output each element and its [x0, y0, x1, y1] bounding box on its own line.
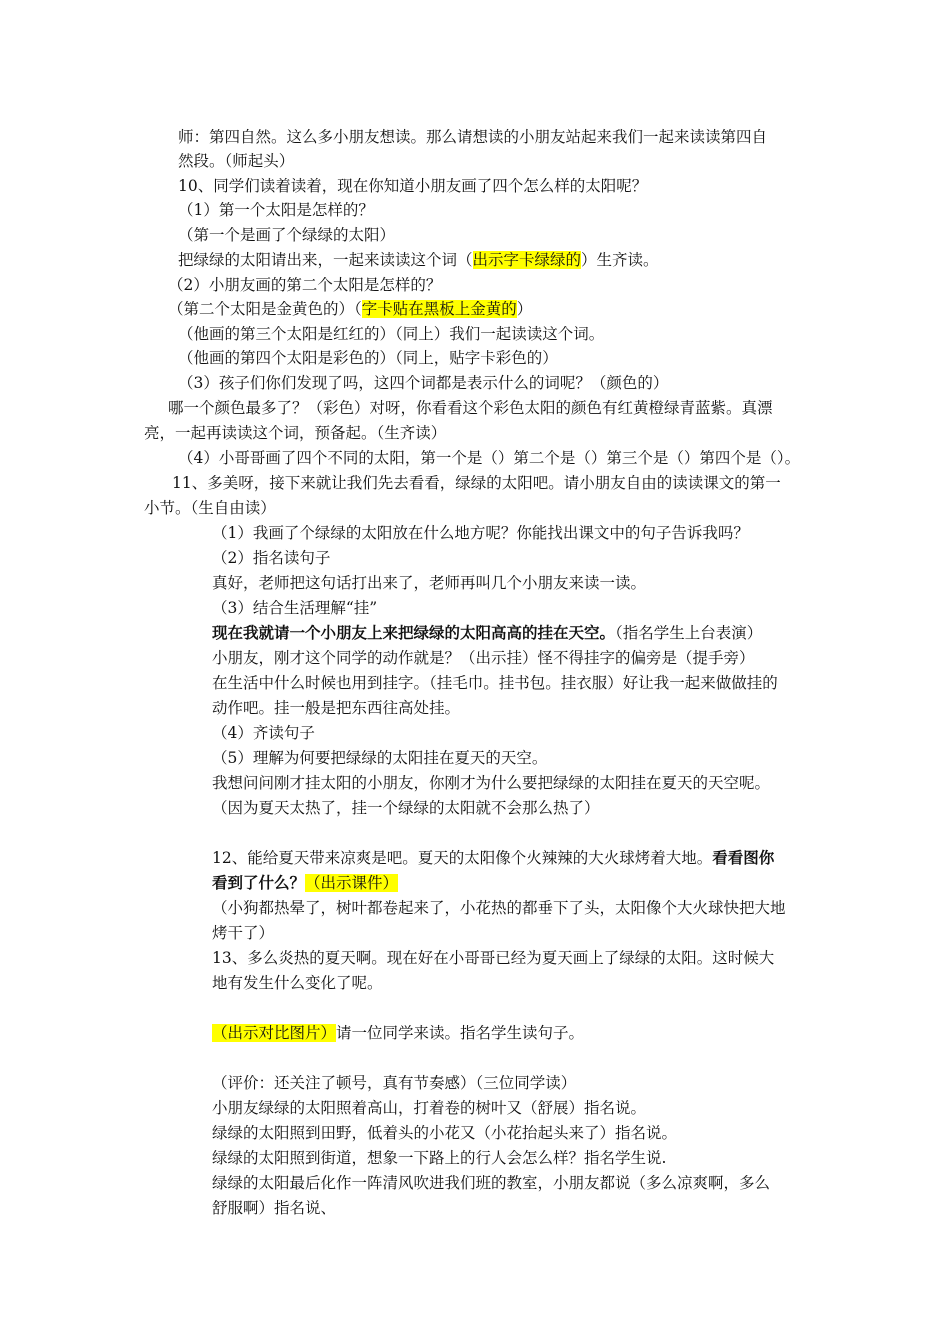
- text-run: ）生齐读。: [581, 251, 659, 269]
- text-line: 地有发生什么变化了呢。: [212, 974, 383, 992]
- text-line: （他画的第三个太阳是红红的）（同上）我们一起读读这个词。: [178, 325, 605, 343]
- highlighted-text: （出示课件）: [305, 874, 399, 892]
- highlighted-text: （出示对比图片）: [212, 1024, 337, 1042]
- text-line: 13、多么炎热的夏天啊。现在好在小哥哥已经为夏天画上了绿绿的太阳。这时候大: [212, 949, 775, 967]
- text-line: （5）理解为何要把绿绿的太阳挂在夏天的天空。: [212, 749, 548, 767]
- text-line: （评价：还关注了顿号，真有节奏感）（三位同学读）: [212, 1074, 577, 1092]
- text-line: 舒服啊）指名说、: [212, 1199, 337, 1217]
- text-line: [168, 298, 532, 320]
- text-line: 我想问问刚才挂太阳的小朋友，你刚才为什么要把绿绿的太阳挂在夏天的天空呢。: [212, 774, 771, 792]
- text-line: 师：第四自然。这么多小朋友想读。那么请想读的小朋友站起来我们一起来读读第四自: [178, 128, 768, 146]
- bold-text: 看看图你: [712, 848, 775, 867]
- text-line: （因为夏天太热了，挂一个绿绿的太阳就不会那么热了）: [212, 799, 600, 817]
- text-run: （第二个太阳是金黄色的）（: [168, 300, 362, 318]
- text-line: 小朋友，刚才这个同学的动作就是？（出示挂）怪不得挂字的偏旁是（提手旁）: [212, 649, 755, 667]
- text-line: [212, 872, 398, 894]
- text-line: 真好，老师把这句话打出来了，老师再叫几个小朋友来读一读。: [212, 574, 647, 592]
- text-line: 亮，一起再读读这个词，预备起。（生齐读）: [144, 424, 447, 442]
- bold-text: 看到了什么？: [212, 873, 306, 892]
- text-line: 绿绿的太阳照到街道，想象一下路上的行人会怎么样？指名学生说.: [212, 1149, 667, 1167]
- text-line: 11、多美呀，接下来就让我们先去看看，绿绿的太阳吧。请小朋友自由的读读课文的第一: [172, 474, 781, 492]
- text-line: [212, 847, 774, 869]
- text-line: [212, 622, 762, 644]
- text-line: 10、同学们读着读着，现在你知道小朋友画了四个怎么样的太阳呢？: [178, 177, 648, 195]
- text-run: 12、能给夏天带来凉爽是吧。夏天的太阳像个火辣辣的大火球烤着大地。: [212, 849, 713, 867]
- text-line: （3）孩子们你们发现了吗，这四个词都是表示什么的词呢？（颜色的）: [178, 374, 669, 392]
- highlighted-text: 出示字卡绿绿的: [472, 251, 582, 269]
- text-line: （2）小朋友画的第二个太阳是怎样的？: [168, 276, 442, 294]
- text-line: （4）小哥哥画了四个不同的太阳，第一个是（）第二个是（）第三个是（）第四个是（）。: [178, 449, 801, 467]
- text-line: （3）结合生活理解“挂”: [212, 599, 378, 617]
- highlighted-text: 字卡贴在黑板上金黄的: [361, 300, 517, 318]
- text-run: （指名学生上台表演）: [615, 624, 763, 642]
- text-line: 然段。（师起头）: [178, 152, 295, 170]
- text-line: 绿绿的太阳照到田野，低着头的小花又（小花抬起头来了）指名说。: [212, 1124, 678, 1142]
- text-line: 动作吧。挂一般是把东西往高处挂。: [212, 699, 461, 717]
- text-line: （1）第一个太阳是怎样的？: [178, 201, 374, 219]
- text-line: 小节。（生自由读）: [144, 499, 276, 517]
- text-line: （他画的第四个太阳是彩色的）（同上，贴字卡彩色的）: [178, 349, 558, 367]
- text-line: （4）齐读句子: [212, 724, 315, 742]
- text-line: （2）指名读句子: [212, 549, 331, 567]
- text-line: [178, 249, 659, 271]
- text-line: 小朋友绿绿的太阳照着高山，打着卷的树叶又（舒展）指名说。: [212, 1099, 647, 1117]
- text-line: （小狗都热晕了，树叶都卷起来了，小花热的都垂下了头，太阳像个大火球快把大地: [212, 899, 786, 917]
- text-run: 把绿绿的太阳请出来，一起来读读这个词（: [178, 251, 473, 269]
- text-line: 绿绿的太阳最后化作一阵清风吹进我们班的教室，小朋友都说（多么凉爽啊，多么: [212, 1174, 771, 1192]
- text-line: 烤干了）: [212, 924, 275, 942]
- text-run: 请一位同学来读。指名学生读句子。: [336, 1024, 585, 1042]
- text-line: （第一个是画了个绿绿的太阳）: [178, 226, 396, 244]
- text-run: ）: [516, 300, 533, 318]
- text-line: 在生活中什么时候也用到挂字。（挂毛巾。挂书包。挂衣服）好让我一起来做做挂的: [212, 674, 778, 692]
- text-line: 哪一个颜色最多了？（彩色）对呀，你看看这个彩色太阳的颜色有红黄橙绿青蓝紫。真漂: [168, 399, 773, 417]
- text-line: [212, 1022, 584, 1044]
- text-line: （1）我画了个绿绿的太阳放在什么地方呢？你能找出课文中的句子告诉我吗？: [212, 524, 749, 542]
- bold-text: 现在我就请一个小朋友上来把绿绿的太阳高高的挂在天空。: [212, 623, 616, 642]
